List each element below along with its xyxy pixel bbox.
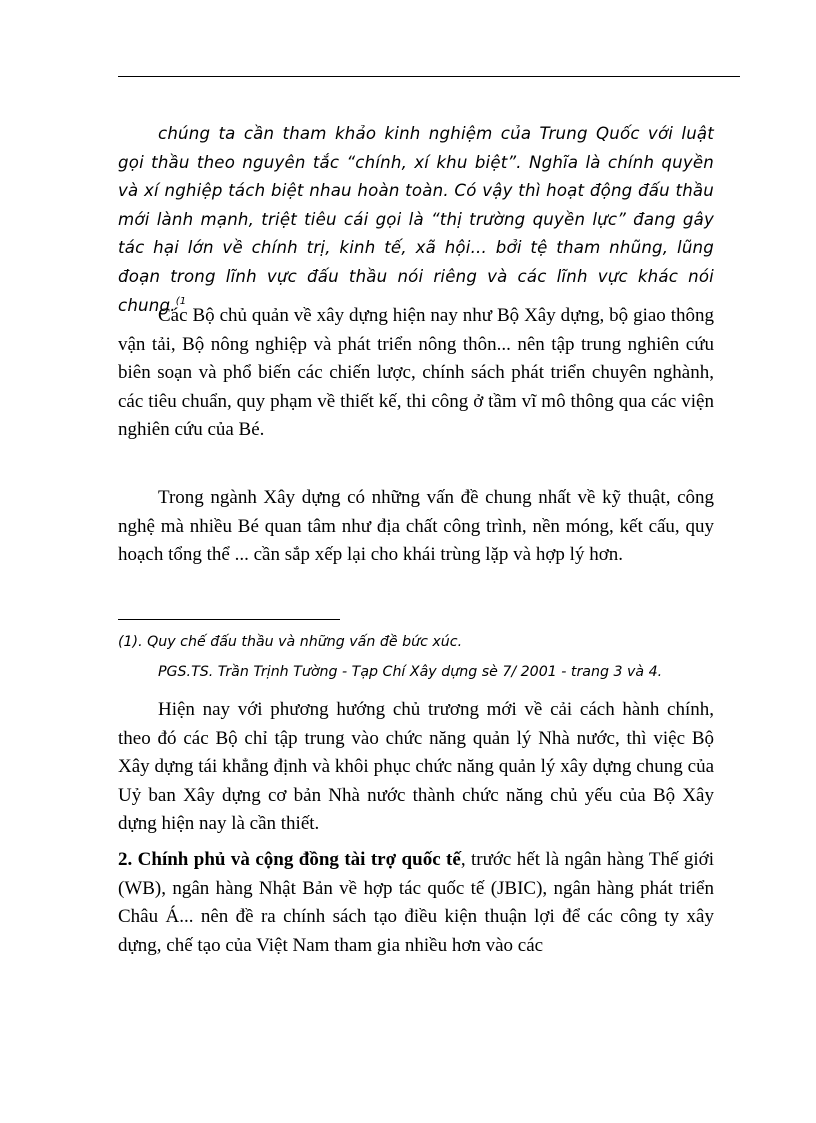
paragraph-construction-issues: Trong ngành Xây dựng có những vấn đề chung nhất về kỹ thuật, công nghệ mà nhiều Bé quan tâm như địa chất công trình, nền móng, kết cấu, quy hoạch tổng thể ... cần sắp xếp lại cho khái trùng lặp và hợp lý hơn. (118, 487, 714, 566)
footnote-citation: PGS.TS. Trần Trịnh Tường - Tạp Chí Xây dựng sè 7/ 2001 - trang 3 và 4. (158, 664, 663, 680)
paragraph-ministries: Các Bộ chủ quản về xây dựng hiện nay như Bộ Xây dựng, bộ giao thông vận tải, Bộ nông nghiệp và phát triển nông thôn... nên tập trung nghiên cứu biên soạn và phổ biến các chiến lược, chính sách phát triển chuyên nghành, các tiêu chuẩn, quy phạm về thiết kế, thi công ở tầm vĩ mô thông qua các viện nghiên cứu của Bé. (118, 305, 714, 441)
paragraph-administrative-reform: Hiện nay với phương hướng chủ trương mới về cải cách hành chính, theo đó các Bộ chỉ tập trung vào chức năng quản lý Nhà nước, thì việc Bộ Xây dựng tái khẳng định và khôi phục chức năng quản lý xây dựng chung của Uỷ ban Xây dựng cơ bản Nhà nước thành chức năng chủ yếu của Bộ Xây dựng hiện nay là cần thiết. (118, 699, 714, 835)
footnote-reference: (1 (175, 295, 187, 307)
paragraph-china-bidding (118, 120, 714, 320)
section-heading: 2. Chính phủ và cộng đồng tài trợ quốc tế (118, 849, 461, 870)
paragraph-text: , trước hết là ngân hàng Thế giới (WB), ngân hàng Nhật Bản về hợp tác quốc tế (JBIC), ngân hàng phát triển Châu Á... nên đề ra chính sách tạo điều kiện thuận lợi để các công ty xây dựng, chế tạo của Việt Nam tham gia nhiều hơn vào các (118, 849, 714, 956)
footnote-title: (1). Quy chế đấu thầu và những vấn đề bức xúc. (118, 634, 463, 650)
footnote-separator (118, 619, 340, 620)
paragraph-text: chúng ta cần tham khảo kinh nghiệm của Trung Quốc với luật gọi thầu theo nguyên tắc “chính, xí khu biệt”. Nghĩa là chính quyền và xí nghiệp tách biệt nhau hoàn toàn. Có vậy thì hoạt động đấu thầu mới lành mạnh, triệt tiêu cái gọi là “thị trường quyền lực” đang gây tác hại lớn về chính trị, kinh tế, xã hội... bởi tệ tham nhũng, lũng đoạn trong lĩnh vực đấu thầu nói riêng và các lĩnh vực khác nói chung. (118, 124, 714, 315)
header-rule (118, 76, 740, 77)
paragraph-international-donors (118, 846, 714, 960)
